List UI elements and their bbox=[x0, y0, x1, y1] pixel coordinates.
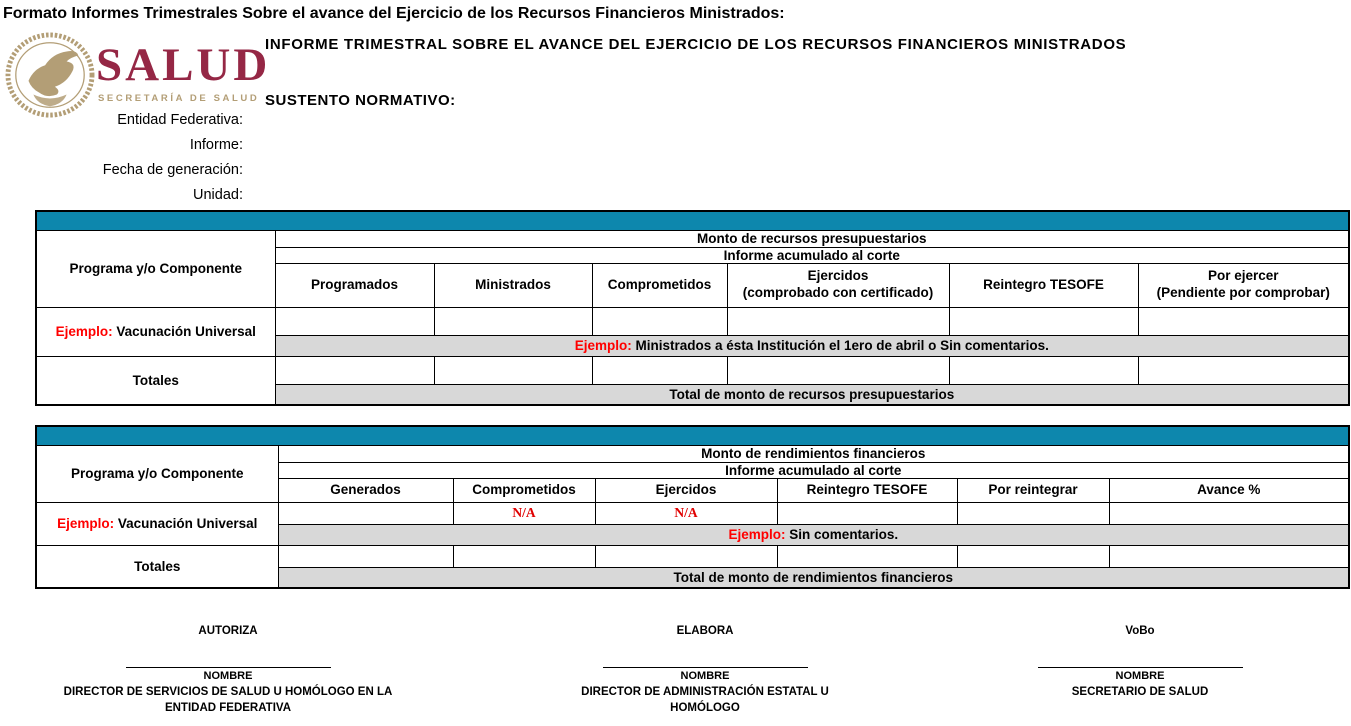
signature-block-vobo bbox=[990, 625, 1290, 701]
totals-cell bbox=[595, 545, 777, 567]
meta-label-unidad: Unidad: bbox=[193, 187, 243, 203]
column-header-reintegro-tesofe: Reintegro TESOFE bbox=[777, 478, 957, 502]
totals-cell bbox=[453, 545, 595, 567]
totals-cell bbox=[1109, 545, 1349, 567]
teal-band bbox=[36, 211, 1349, 230]
data-cell bbox=[949, 307, 1138, 335]
totals-label-cell: Totales bbox=[36, 545, 278, 588]
document-title: Formato Informes Trimestrales Sobre el avance del Ejercicio de los Recursos Financieros Ministrados: bbox=[3, 5, 785, 22]
data-cell bbox=[434, 307, 592, 335]
signature-heading: VoBo bbox=[1125, 625, 1155, 637]
salud-wordmark-subtitle: SECRETARÍA DE SALUD bbox=[98, 93, 260, 104]
column-header-ministrados: Ministrados bbox=[434, 263, 592, 307]
data-cell-na: N/A bbox=[453, 502, 595, 524]
column-header-avance: Avance % bbox=[1109, 478, 1349, 502]
totals-cell bbox=[434, 356, 592, 384]
recursos-presupuestarios-table bbox=[35, 210, 1350, 406]
report-title: INFORME TRIMESTRAL SOBRE EL AVANCE DEL EJERCICIO DE LOS RECURSOS FINANCIEROS MINISTRADOS bbox=[265, 36, 1127, 53]
signature-title: SECRETARIO DE SALUD bbox=[1071, 686, 1209, 698]
signature-name-label: NOMBRE bbox=[203, 670, 253, 682]
column-header-comprometidos: Comprometidos bbox=[453, 478, 595, 502]
signature-heading: AUTORIZA bbox=[198, 625, 258, 637]
totals-cell bbox=[957, 545, 1109, 567]
signature-block-elabora bbox=[565, 625, 845, 716]
data-cell bbox=[1138, 307, 1349, 335]
meta-label-informe: Informe: bbox=[189, 137, 243, 153]
totals-cell bbox=[727, 356, 949, 384]
column-header-por-reintegrar: Por reintegrar bbox=[957, 478, 1109, 502]
meta-label-entidad-federativa: Entidad Federativa: bbox=[117, 112, 243, 128]
signature-heading: ELABORA bbox=[676, 625, 734, 637]
data-cell bbox=[592, 307, 727, 335]
data-cell-na: N/A bbox=[595, 502, 777, 524]
signature-name-label: NOMBRE bbox=[680, 670, 730, 682]
group-header-cell: Monto de recursos presupuestarios bbox=[275, 230, 1349, 247]
signature-line bbox=[126, 667, 331, 668]
column-header-comprometidos: Comprometidos bbox=[592, 263, 727, 307]
signature-title: DIRECTOR DE SERVICIOS DE SALUD U HOMÓLOGO EN LA ENTIDAD FEDERATIVA bbox=[63, 686, 393, 714]
data-cell bbox=[727, 307, 949, 335]
totals-cell bbox=[777, 545, 957, 567]
total-summary-row: Total de monto de recursos presupuestarios bbox=[275, 384, 1349, 405]
signature-title: DIRECTOR DE ADMINISTRACIÓN ESTATAL U HOMÓLOGO bbox=[581, 686, 829, 714]
group-header-cell: Monto de rendimientos financieros bbox=[278, 445, 1349, 462]
left-header-cell: Programa y/o Componente bbox=[36, 445, 278, 502]
signature-line bbox=[1038, 667, 1243, 668]
data-cell bbox=[275, 307, 434, 335]
meta-labels bbox=[0, 108, 243, 208]
example-row-label: Ejemplo: Vacunación Universal bbox=[36, 307, 275, 356]
comment-row: Ejemplo: Sin comentarios. bbox=[278, 524, 1349, 545]
subgroup-header-cell: Informe acumulado al corte bbox=[278, 462, 1349, 478]
data-cell bbox=[777, 502, 957, 524]
salud-logo bbox=[4, 30, 271, 115]
left-header-cell: Programa y/o Componente bbox=[36, 230, 275, 307]
column-header-reintegro-tesofe: Reintegro TESOFE bbox=[949, 263, 1138, 307]
salud-seal-icon bbox=[4, 32, 96, 118]
data-cell bbox=[278, 502, 453, 524]
totals-cell bbox=[278, 545, 453, 567]
signature-name-label: NOMBRE bbox=[1115, 670, 1165, 682]
data-cell bbox=[1109, 502, 1349, 524]
totals-label-cell: Totales bbox=[36, 356, 275, 405]
column-header-programados: Programados bbox=[275, 263, 434, 307]
signature-line bbox=[603, 667, 808, 668]
sustento-normativo-label: SUSTENTO NORMATIVO: bbox=[265, 92, 456, 109]
totals-cell bbox=[1138, 356, 1349, 384]
column-header-ejercidos: Ejercidos (comprobado con certificado) bbox=[727, 263, 949, 307]
totals-cell bbox=[949, 356, 1138, 384]
subgroup-header-cell: Informe acumulado al corte bbox=[275, 247, 1349, 263]
rendimientos-financieros-table bbox=[35, 425, 1350, 589]
column-header-por-ejercer: Por ejercer (Pendiente por comprobar) bbox=[1138, 263, 1349, 307]
totals-cell bbox=[275, 356, 434, 384]
salud-wordmark: SALUD bbox=[96, 39, 271, 91]
comment-row: Ejemplo: Ministrados a ésta Institución el 1ero de abril o Sin comentarios. bbox=[275, 335, 1349, 356]
column-header-generados: Generados bbox=[278, 478, 453, 502]
data-cell bbox=[957, 502, 1109, 524]
meta-label-fecha-generacion: Fecha de generación: bbox=[102, 162, 243, 178]
example-row-label: Ejemplo: Vacunación Universal bbox=[36, 502, 278, 545]
signature-block-autoriza bbox=[48, 625, 408, 716]
teal-band bbox=[36, 426, 1349, 445]
total-summary-row: Total de monto de rendimientos financieros bbox=[278, 567, 1349, 588]
column-header-ejercidos: Ejercidos bbox=[595, 478, 777, 502]
totals-cell bbox=[592, 356, 727, 384]
